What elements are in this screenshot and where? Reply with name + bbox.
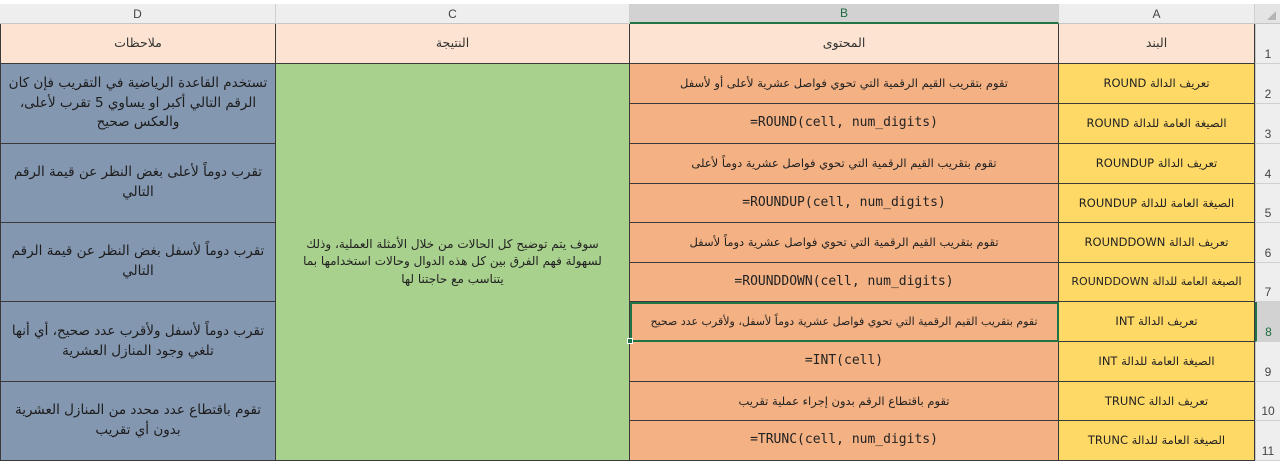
header-content-cell[interactable]: المحتوى [630,24,1059,64]
row-header-5[interactable]: 5 [1255,184,1280,223]
column-header-a[interactable]: A [1059,4,1255,24]
row-header-7[interactable]: 7 [1255,263,1280,302]
item-cell[interactable]: تعريف الدالة ROUNDDOWN [1059,223,1255,263]
notes-cell[interactable]: تقرب دوماً لأسفل ولأقرب عدد صحيح، أي أنها تلغي وجود المنازل العشرية [0,302,276,382]
item-cell[interactable]: الصيغة العامة للدالة ROUNDDOWN [1059,263,1255,302]
formula-cell[interactable]: =ROUND(cell, num_digits) [630,104,1059,144]
column-header-d[interactable]: D [0,4,276,24]
row-header-6[interactable]: 6 [1255,223,1280,263]
notes-cell[interactable]: تقرب دوماً لأعلى بغض النظر عن قيمة الرقم التالي [0,144,276,223]
item-cell[interactable]: الصيغة العامة للدالة TRUNC [1059,421,1255,461]
content-cell[interactable]: تقوم بتقريب القيم الرقمية التي تحوي فواصل عشرية دوماً لأعلى [630,144,1059,184]
item-cell[interactable]: تعريف الدالة TRUNC [1059,382,1255,421]
column-header-c[interactable]: C [276,4,630,24]
item-cell[interactable]: الصيغة العامة للدالة ROUND [1059,104,1255,144]
select-all-corner[interactable] [1255,4,1280,24]
header-result-cell[interactable]: النتيجة [276,24,630,64]
formula-cell[interactable]: =ROUNDUP(cell, num_digits) [630,184,1059,223]
item-cell[interactable]: الصيغة العامة للدالة INT [1059,342,1255,382]
item-cell[interactable]: تعريف الدالة INT [1059,302,1255,342]
column-header-b[interactable]: B [630,4,1059,24]
row-header-10[interactable]: 10 [1255,382,1280,421]
row-header-9[interactable]: 9 [1255,342,1280,382]
content-cell[interactable]: تقوم بتقريب القيم الرقمية التي تحوي فواصل عشرية دوماً لأسفل [630,223,1059,263]
formula-cell[interactable]: =TRUNC(cell, num_digits) [630,421,1059,461]
notes-cell[interactable]: تقرب دوماً لأسفل بغض النظر عن قيمة الرقم التالي [0,223,276,302]
item-cell[interactable]: تعريف الدالة ROUNDUP [1059,144,1255,184]
item-cell[interactable]: الصيغة العامة للدالة ROUNDUP [1059,184,1255,223]
select-all-icon [1267,11,1276,20]
content-cell[interactable]: تقوم باقتطاع الرقم بدون إجراء عملية تقريب [630,382,1059,421]
row-header-2[interactable]: 2 [1255,64,1280,104]
row-header-11[interactable]: 11 [1255,421,1280,461]
active-content-cell[interactable]: تقوم بتقريب القيم الرقمية التي تحوي فواصل عشرية دوماً لأسفل، ولأقرب عدد صحيح [630,302,1059,342]
row-header-4[interactable]: 4 [1255,144,1280,184]
header-item-cell[interactable]: البند [1059,24,1255,64]
content-cell[interactable]: تقوم بتقريب القيم الرقمية التي تحوي فواصل عشرية لأعلى أو لأسفل [630,64,1059,104]
formula-cell[interactable]: =ROUNDDOWN(cell, num_digits) [630,263,1059,302]
header-notes-cell[interactable]: ملاحظات [0,24,276,64]
notes-cell[interactable]: تستخدم القاعدة الرياضية في التقريب فإن كان الرقم التالي أكبر او يساوي 5 تقرب لأعلى، والعكس صحيح [0,64,276,144]
item-cell[interactable]: تعريف الدالة ROUND [1059,64,1255,104]
formula-cell[interactable]: =INT(cell) [630,342,1059,382]
notes-cell[interactable]: تقوم باقتطاع عدد محدد من المنازل العشرية بدون أي تقريب [0,382,276,461]
row-header-3[interactable]: 3 [1255,104,1280,144]
row-header-8[interactable]: 8 [1255,302,1280,342]
fill-handle[interactable] [627,338,633,344]
result-merged-cell[interactable]: سوف يتم توضيح كل الحالات من خلال الأمثلة العملية، وذلك لسهولة فهم الفرق بين كل هذه الدوال وحالات استخدامها بما يتناسب مع حاجتنا لها [276,64,630,461]
row-header-1[interactable]: 1 [1255,24,1280,64]
